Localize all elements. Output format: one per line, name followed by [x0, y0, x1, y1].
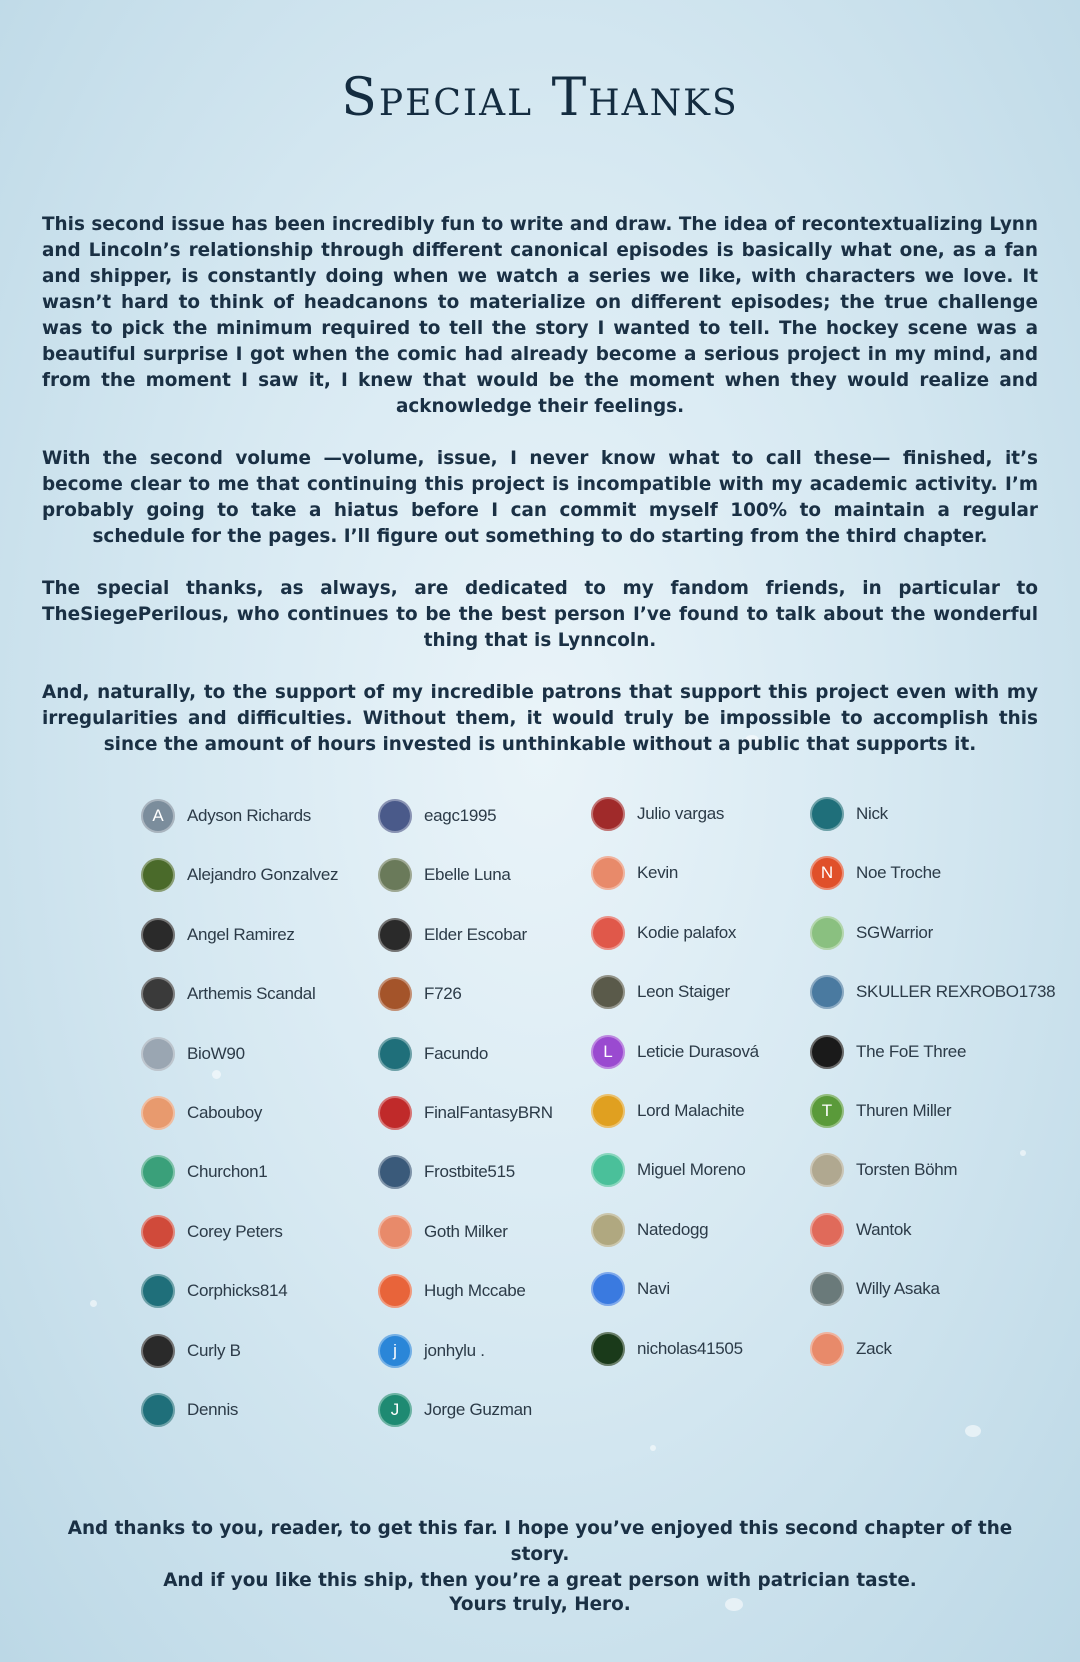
avatar — [141, 1037, 175, 1071]
patron-name: Corey Peters — [187, 1221, 283, 1241]
patron-name: F726 — [424, 984, 462, 1004]
patron-name: Leticie Durasová — [637, 1041, 759, 1061]
page-title: Special Thanks — [341, 68, 739, 128]
patron-name: Churchon1 — [187, 1162, 268, 1182]
patron-name: Lord Malachite — [637, 1101, 745, 1120]
closing-line: And thanks to you, reader, to get this far. I hope you’ve enjoyed this second chapter of the story. — [67, 1518, 1013, 1565]
avatar — [591, 975, 625, 1009]
paragraph: With the second volume —volume, issue, I never know what to call these— finished, it’s become clear to me that continuing this project is incompatible with my academic activity. I’m probably going to take a hiatus before I can commit myself 100% to maintain a regular schedule for the pages. I’ll figure out something to do starting from the third chapter. — [42, 448, 1038, 547]
avatar — [810, 797, 844, 831]
patron-item — [810, 1329, 892, 1369]
patron-name: Julio vargas — [637, 804, 725, 823]
patron-item — [141, 1212, 283, 1252]
patron-item — [141, 1093, 262, 1133]
avatar — [810, 1035, 844, 1069]
avatar — [591, 916, 625, 950]
patron-name: Dennis — [187, 1400, 239, 1419]
patron-name: Kevin — [637, 863, 679, 883]
patron-item — [591, 1150, 746, 1190]
patron-name: SGWarrior — [856, 922, 933, 942]
patron-name: Goth Milker — [424, 1221, 508, 1241]
patron-name: Thuren Miller — [856, 1101, 952, 1120]
patron-name: Alejandro Gonzalvez — [187, 865, 339, 885]
avatar — [378, 977, 412, 1011]
closing-text — [42, 1516, 1038, 1594]
avatar — [810, 1153, 844, 1187]
avatar — [378, 799, 412, 833]
patron-name: Frostbite515 — [424, 1162, 515, 1182]
avatar — [141, 1215, 175, 1249]
avatar — [591, 1153, 625, 1187]
patron-item — [141, 1390, 238, 1430]
patron-name: SKULLER REXROBO1738 — [856, 982, 1056, 1002]
patron-name: Corphicks814 — [187, 1281, 288, 1301]
closing-line: And if you like this ship, then you’re a great person with patrician taste. — [163, 1570, 917, 1591]
patron-item — [591, 972, 730, 1012]
patron-item — [378, 855, 511, 895]
patron-item — [378, 1390, 532, 1430]
patron-item — [378, 796, 496, 836]
avatar — [591, 856, 625, 890]
avatar — [810, 1272, 844, 1306]
avatar — [141, 858, 175, 892]
patron-name: Natedogg — [637, 1219, 709, 1239]
avatar: L — [591, 1035, 625, 1069]
avatar — [378, 1096, 412, 1130]
avatar — [810, 1332, 844, 1366]
avatar — [378, 1155, 412, 1189]
patron-item — [378, 1212, 508, 1252]
patron-item — [810, 794, 888, 834]
avatar — [378, 1037, 412, 1071]
avatar — [810, 1213, 844, 1247]
paragraph: And, naturally, to the support of my incredible patrons that support this project even with my irregularities and difficulties. Without them, it would truly be impossible to accomplish this since the amount of hours invested is unthinkable without a public that supports it. — [42, 682, 1038, 755]
patron-name: Miguel Moreno — [637, 1160, 746, 1180]
patron-item — [810, 1210, 911, 1250]
patron-item — [591, 1032, 759, 1072]
patron-name: The FoE Three — [856, 1041, 967, 1061]
paragraph: This second issue has been incredibly fun to write and draw. The idea of recontextualizing Lynn and Lincoln’s relationship through different canonical episodes is basically what one, as a fan and shipper, is constantly doing when we watch a series we like, with characters we love. It wasn’t hard to think of headcanons to materialize on different episodes; the true challenge was to pick the minimum required to tell the story I wanted to tell. The hockey scene was a beautiful surprise I got when the comic had already become a serious project in my mind, and from the moment I saw it, I knew that would be the moment when they would realize and acknowledge their feelings. — [42, 214, 1038, 417]
patron-name: Torsten Böhm — [856, 1160, 958, 1180]
patron-name: BioW90 — [187, 1043, 245, 1063]
patron-name: Nick — [856, 804, 888, 823]
patron-item — [810, 913, 933, 953]
patron-name: FinalFantasyBRN — [424, 1103, 553, 1122]
intro-text — [42, 212, 1038, 784]
patron-name: Arthemis Scandal — [187, 984, 316, 1004]
patron-name: Curly B — [187, 1340, 241, 1360]
avatar — [591, 1094, 625, 1128]
avatar — [141, 977, 175, 1011]
avatar — [141, 1274, 175, 1308]
avatar — [141, 1334, 175, 1368]
patron-item — [378, 1034, 488, 1074]
patron-name: Leon Staiger — [637, 982, 730, 1002]
signoff: Yours truly, Hero. — [449, 1594, 631, 1615]
avatar — [141, 918, 175, 952]
avatar — [810, 975, 844, 1009]
patron-name: Kodie palafox — [637, 922, 737, 942]
patron-name: Adyson Richards — [187, 806, 312, 825]
patron-name: eagc1995 — [424, 806, 497, 825]
avatar — [141, 1096, 175, 1130]
patron-item — [810, 1032, 966, 1072]
avatar — [378, 918, 412, 952]
avatar — [378, 1274, 412, 1308]
paragraph: The special thanks, as always, are dedicated to my fandom friends, in particular to TheSiegePerilous, who continues to be the best person I’ve found to talk about the wonderful thing that is Lynncoln. — [42, 578, 1038, 651]
patron-item — [378, 1093, 553, 1133]
avatar: J — [378, 1393, 412, 1427]
patron-name: nicholas41505 — [637, 1338, 743, 1358]
patron-item — [378, 915, 527, 955]
patron-name: Elder Escobar — [424, 924, 527, 944]
patron-name: Zack — [856, 1338, 892, 1358]
patron-item — [141, 1331, 241, 1371]
avatar — [378, 1215, 412, 1249]
patron-name: Jorge Guzman — [424, 1400, 532, 1419]
patron-item — [141, 1271, 287, 1311]
patron-item — [591, 913, 736, 953]
avatar: A — [141, 799, 175, 833]
patron-name: Ebelle Luna — [424, 865, 511, 885]
patron-item — [141, 915, 295, 955]
patron-item — [810, 1269, 940, 1309]
patron-name: Navi — [637, 1279, 670, 1299]
patron-name: Angel Ramirez — [187, 924, 295, 944]
patron-item — [378, 1331, 485, 1371]
snow-speck — [650, 1445, 656, 1451]
patron-item — [591, 1329, 743, 1369]
patron-item — [378, 974, 462, 1014]
patron-item — [141, 796, 311, 836]
patron-item — [141, 974, 315, 1014]
patron-name: Wantok — [856, 1219, 912, 1239]
patron-item — [378, 1271, 526, 1311]
patron-item — [591, 853, 678, 893]
avatar — [810, 916, 844, 950]
avatar — [141, 1393, 175, 1427]
patron-item — [141, 855, 338, 895]
patron-name: Cabouboy — [187, 1103, 263, 1122]
patron-item — [591, 794, 724, 834]
avatar: j — [378, 1334, 412, 1368]
patron-item — [591, 1091, 744, 1131]
patron-item — [591, 1210, 708, 1250]
patron-item — [810, 1091, 951, 1131]
avatar: N — [810, 856, 844, 890]
patron-name: jonhylu . — [424, 1340, 485, 1360]
avatar — [378, 858, 412, 892]
avatar — [591, 1272, 625, 1306]
patron-item — [141, 1034, 245, 1074]
patron-list — [0, 796, 1080, 1436]
patron-item — [810, 853, 941, 893]
avatar — [591, 1213, 625, 1247]
avatar — [591, 1332, 625, 1366]
patron-item — [591, 1269, 670, 1309]
avatar — [591, 797, 625, 831]
patron-name: Facundo — [424, 1043, 489, 1063]
patron-name: Noe Troche — [856, 863, 941, 883]
avatar: T — [810, 1094, 844, 1128]
patron-item — [810, 1150, 957, 1190]
patron-item — [810, 972, 1055, 1012]
avatar — [141, 1155, 175, 1189]
patron-name: Hugh Mccabe — [424, 1281, 526, 1301]
patron-item — [141, 1152, 267, 1192]
patron-name: Willy Asaka — [856, 1279, 940, 1299]
patron-item — [378, 1152, 515, 1192]
